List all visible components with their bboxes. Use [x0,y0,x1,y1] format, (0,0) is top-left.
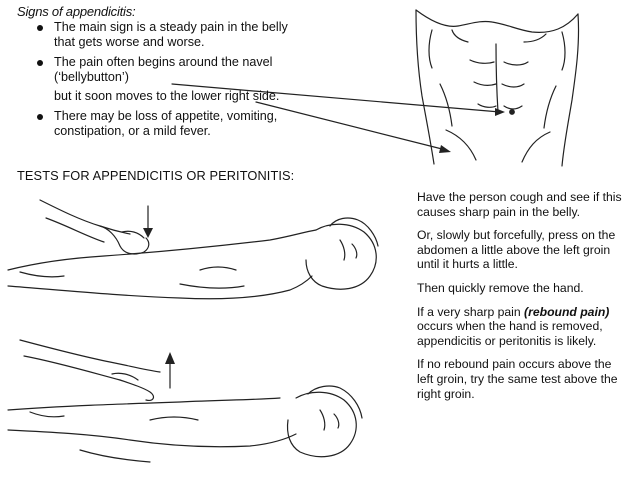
test-instructions [417,190,631,410]
bullet-icon [37,114,43,120]
torso-illustration [416,10,579,166]
patient-illustration-press [8,200,378,299]
instruction-remove: Then quickly remove the hand. [417,280,584,295]
patient-illustration-release [8,340,362,462]
tests-heading: TESTS FOR APPENDICITIS OR PERITONITIS: [17,168,295,183]
signs-list [30,20,380,144]
navel-marker [510,110,515,115]
signs-heading: Signs of appendicitis: [17,4,136,19]
instruction-rebound: If a very sharp pain (rebound pain) occurs when the hand is removed, appendicitis or peritonitis is likely. [417,304,610,348]
list-item: The main sign is a steady pain in the belly that gets worse and worse. [30,20,380,50]
bullet-icon [37,25,43,31]
bullet-icon [37,60,43,66]
instruction-cough: Have the person cough and see if this causes sharp pain in the belly. [417,190,622,219]
rebound-pain-term: (rebound pain) [524,304,610,319]
list-item: The pain often begins around the navel (‘bellybutton’) but it soon moves to the lower right side. [30,55,380,104]
instruction-no-rebound: If no rebound pain occurs above the left groin, try the same test above the right groin. [417,357,618,401]
list-item: There may be loss of appetite, vomiting, constipation, or a mild fever. [30,109,380,139]
instruction-press: Or, slowly but forcefully, press on the abdomen a little above the left groin until it hurts a little. [417,228,616,272]
